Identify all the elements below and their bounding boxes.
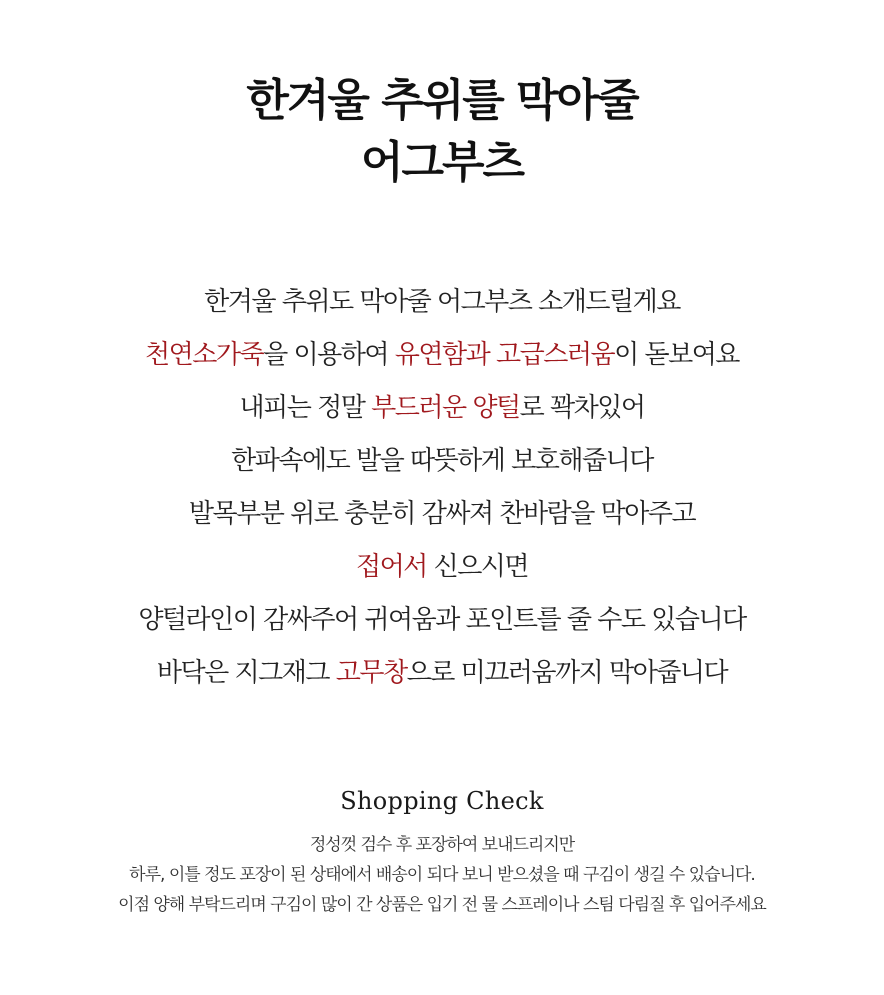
shopping-check-section: [0, 782, 884, 920]
description-line: [0, 488, 884, 541]
product-description: [0, 276, 884, 700]
highlight-text: 접어서: [355, 552, 427, 582]
highlight-text: 천연소가죽: [145, 340, 264, 370]
description-line: [0, 541, 884, 594]
highlight-text: 유연함과 고급스러움: [394, 340, 615, 370]
description-text: 을 이용하여: [263, 340, 395, 370]
description-line: [0, 329, 884, 382]
shopping-check-note-3: 이점 양해 부탁드리며 구김이 많이 간 상품은 입기 전 물 스프레이나 스팀 다림질 후 입어주세요: [118, 895, 766, 915]
highlight-text: 고무창: [335, 658, 407, 688]
description-line: [0, 594, 884, 647]
description-line: [0, 276, 884, 329]
shopping-check-note-1: 정성껏 검수 후 포장하여 보내드리지만: [309, 835, 575, 855]
shopping-check-title: Shopping Check: [340, 787, 544, 815]
product-headline: [0, 70, 884, 194]
description-text: 양털라인이 감싸주어 귀여움과 포인트를 줄 수도 있습니다: [138, 605, 746, 635]
description-line: [0, 647, 884, 700]
description-line: [0, 435, 884, 488]
description-line: [0, 382, 884, 435]
shopping-check-note-2: 하루, 이틀 정도 포장이 된 상태에서 배송이 되다 보니 받으셨을 때 구김이 생길 수 있습니다.: [129, 865, 755, 885]
headline-line-1: 한겨울 추위를 막아줄: [246, 75, 638, 126]
description-text: 이 돋보여요: [614, 340, 739, 370]
headline-line-2: 어그부츠: [360, 137, 523, 188]
highlight-text: 부드러운 양털: [371, 393, 520, 423]
description-text: 발목부분 위로 충분히 감싸져 찬바람을 막아주고: [188, 499, 696, 529]
description-text: 바닥은 지그재그: [156, 658, 336, 688]
description-text: 한파속에도 발을 따뜻하게 보호해줍니다: [231, 446, 653, 476]
description-text: 으로 미끄러움까지 막아줍니다: [406, 658, 728, 688]
description-text: 로 꽉차있어: [519, 393, 645, 423]
description-text: 신으시면: [426, 552, 529, 582]
description-text: 한겨울 추위도 막아줄 어그부츠 소개드릴게요: [204, 287, 680, 317]
description-text: 내피는 정말: [239, 393, 372, 423]
